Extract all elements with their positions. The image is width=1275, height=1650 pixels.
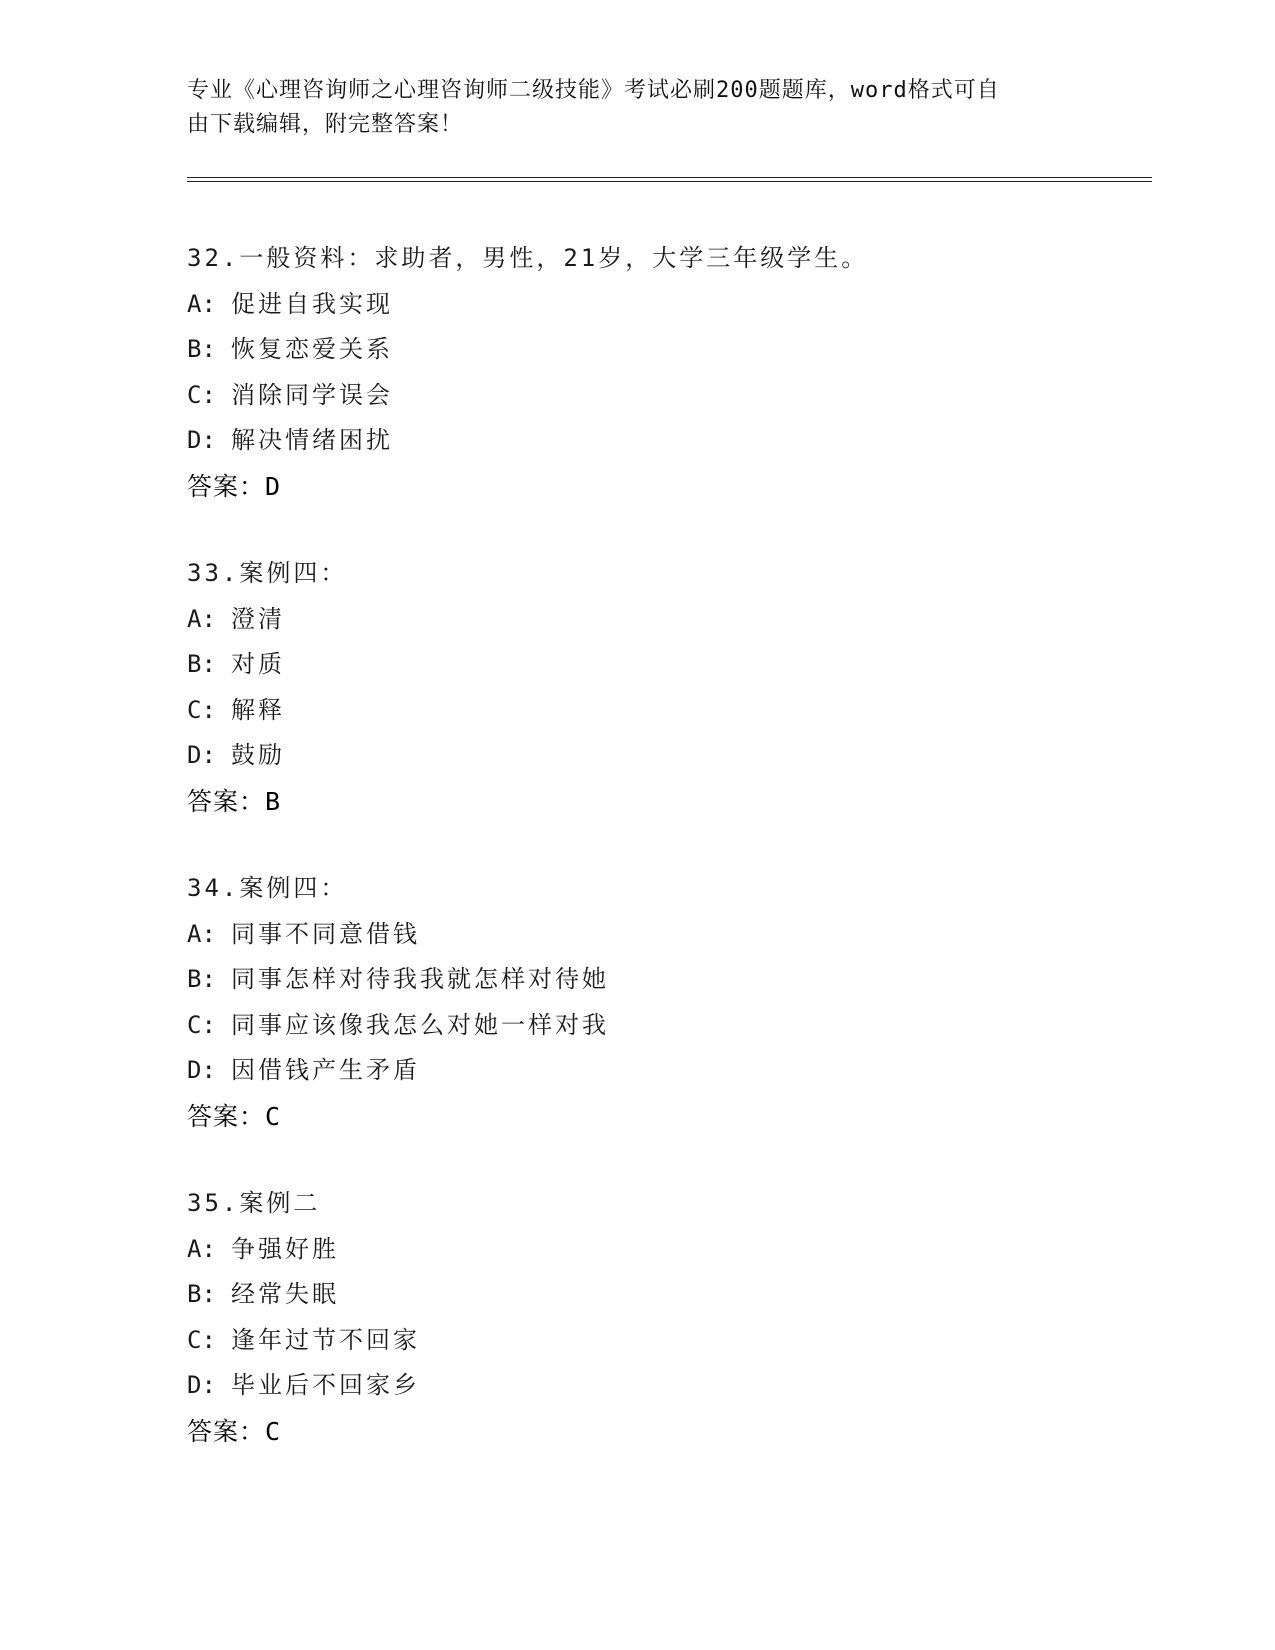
option-b xyxy=(187,327,1147,373)
document-header xyxy=(187,74,1067,142)
option-letter: C: xyxy=(187,380,216,409)
option-text: 同事怎样对待我我就怎样对待她 xyxy=(231,965,609,993)
option-b xyxy=(187,1272,1147,1318)
option-text: 鼓励 xyxy=(231,741,285,769)
option-letter: C: xyxy=(187,1010,216,1039)
option-c xyxy=(187,1318,1147,1364)
answer-line xyxy=(187,779,1147,825)
answer-label: 答案： xyxy=(187,471,266,501)
option-c xyxy=(187,1003,1147,1049)
option-d xyxy=(187,733,1147,779)
option-text: 经常失眠 xyxy=(231,1280,339,1308)
option-text: 同事不同意借钱 xyxy=(231,919,420,948)
answer-line xyxy=(187,1094,1147,1140)
option-text: 对质 xyxy=(231,650,285,678)
answer-label: 答案： xyxy=(187,1416,266,1446)
question-34 xyxy=(187,866,1147,1139)
option-text: 消除同学误会 xyxy=(231,380,393,409)
question-list xyxy=(187,236,1147,1454)
question-35 xyxy=(187,1181,1147,1454)
header-divider-bottom xyxy=(187,181,1152,182)
answer-line xyxy=(187,464,1147,510)
option-letter: A: xyxy=(187,604,216,633)
header-line-1: 专业《心理咨询师之心理咨询师二级技能》考试必刷200题题库，word格式可自 xyxy=(187,78,1000,103)
answer-value: D xyxy=(265,471,282,501)
option-letter: B: xyxy=(187,335,216,363)
option-letter: C: xyxy=(187,695,216,724)
answer-value: C xyxy=(265,1416,282,1446)
option-d xyxy=(187,1363,1147,1409)
answer-value: B xyxy=(265,786,282,816)
question-title: 34.案例四： xyxy=(187,874,348,902)
option-a xyxy=(187,597,1147,643)
question-32 xyxy=(187,236,1147,509)
option-text: 同事应该像我怎么对她一样对我 xyxy=(231,1010,609,1039)
option-text: 解释 xyxy=(231,695,285,724)
option-letter: B: xyxy=(187,965,216,993)
option-text: 解决情绪困扰 xyxy=(231,426,393,454)
option-a xyxy=(187,1227,1147,1273)
header-divider-top xyxy=(187,177,1152,178)
option-d xyxy=(187,1048,1147,1094)
answer-value: C xyxy=(265,1101,282,1131)
option-d xyxy=(187,418,1147,464)
option-text: 恢复恋爱关系 xyxy=(231,335,393,363)
option-letter: B: xyxy=(187,1280,216,1308)
option-text: 逢年过节不回家 xyxy=(231,1325,420,1354)
option-b xyxy=(187,957,1147,1003)
option-letter: D: xyxy=(187,741,216,769)
header-line-2: 由下载编辑，附完整答案！ xyxy=(187,112,464,137)
option-a xyxy=(187,282,1147,328)
option-text: 毕业后不回家乡 xyxy=(231,1371,420,1399)
option-letter: A: xyxy=(187,289,216,318)
answer-line xyxy=(187,1409,1147,1455)
option-letter: C: xyxy=(187,1325,216,1354)
option-letter: A: xyxy=(187,1234,216,1263)
option-text: 促进自我实现 xyxy=(231,289,393,318)
option-letter: A: xyxy=(187,919,216,948)
option-letter: D: xyxy=(187,426,216,454)
option-text: 因借钱产生矛盾 xyxy=(231,1056,420,1084)
option-a xyxy=(187,912,1147,958)
question-title: 35.案例二 xyxy=(187,1189,321,1217)
option-text: 澄清 xyxy=(231,604,285,633)
question-title: 32.一般资料：求助者，男性，21岁，大学三年级学生。 xyxy=(187,244,869,272)
question-33 xyxy=(187,551,1147,824)
option-letter: B: xyxy=(187,650,216,678)
option-letter: D: xyxy=(187,1371,216,1399)
answer-label: 答案： xyxy=(187,1101,266,1131)
option-c xyxy=(187,373,1147,419)
option-c xyxy=(187,688,1147,734)
answer-label: 答案： xyxy=(187,786,266,816)
question-title: 33.案例四： xyxy=(187,559,348,587)
option-letter: D: xyxy=(187,1056,216,1084)
option-b xyxy=(187,642,1147,688)
option-text: 争强好胜 xyxy=(231,1234,339,1263)
